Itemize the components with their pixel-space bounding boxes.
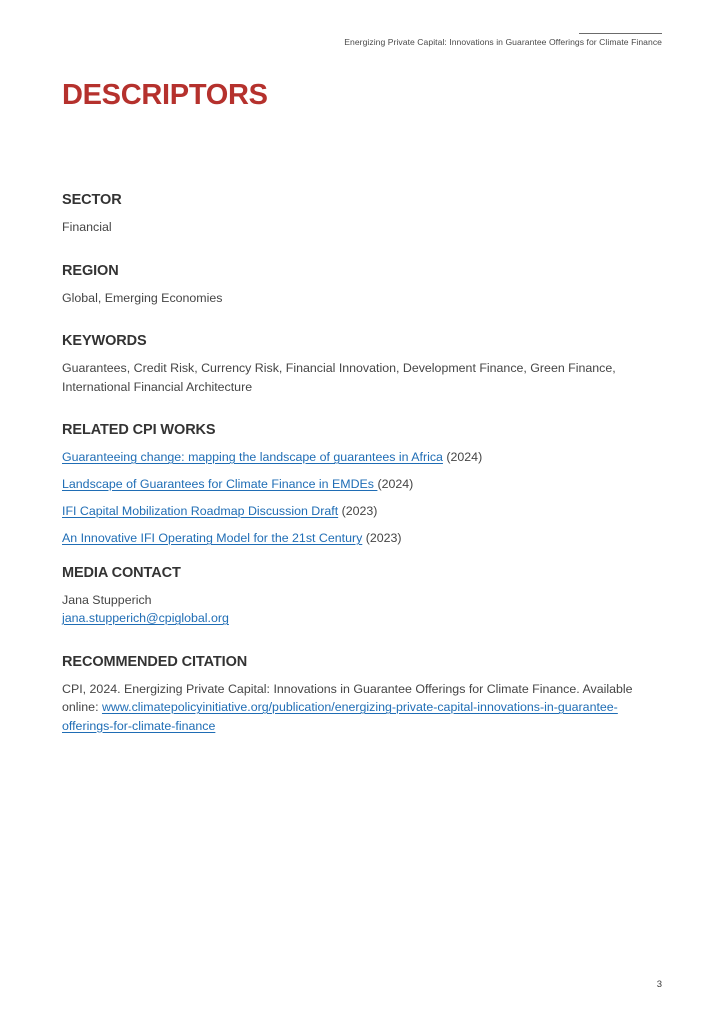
- related-work-link-africa[interactable]: Guaranteeing change: mapping the landscape of guarantees in Africa: [62, 450, 443, 464]
- related-work-link-operating-model[interactable]: An Innovative IFI Operating Model for the 21st Century: [62, 531, 363, 545]
- related-work-year: (2024): [377, 477, 414, 491]
- header-rule: [579, 33, 662, 34]
- sector-value: Financial: [62, 220, 112, 234]
- contact-email-link[interactable]: jana.stupperich@cpiglobal.org: [62, 611, 229, 625]
- related-work-link-emdes[interactable]: Landscape of Guarantees for Climate Finance in EMDEs: [62, 477, 378, 491]
- media-contact-body: [62, 591, 662, 628]
- running-header: Energizing Private Capital: Innovations in Guarantee Offerings for Climate Finance: [344, 37, 662, 47]
- keywords-value: Guarantees, Credit Risk, Currency Risk, Financial Innovation, Development Finance, Green Finance, International Financial Architecture: [62, 361, 616, 394]
- related-work-item: [62, 502, 662, 521]
- related-work-year: (2023): [338, 504, 378, 518]
- related-works-heading: RELATED CPI WORKS: [62, 422, 216, 438]
- keywords-heading: KEYWORDS: [62, 333, 147, 349]
- related-work-item: [62, 448, 662, 467]
- citation-heading: RECOMMENDED CITATION: [62, 653, 248, 670]
- sector-section: [62, 190, 662, 237]
- citation-section: [62, 652, 662, 736]
- citation-url-link[interactable]: www.climatepolicyinitiative.org/publication/energizing-private-capital-innovations-in-guarantee-offerings-for-climate-finance: [62, 700, 618, 733]
- citation-text: CPI, 2024. Energizing Private Capital: Innovations in Guarantee Offerings for Climate Finance. Available online:: [62, 681, 633, 714]
- related-work-item: [62, 475, 662, 494]
- sector-heading: SECTOR: [62, 192, 122, 208]
- contact-name: Jana Stupperich: [62, 592, 152, 607]
- region-value: Global, Emerging Economies: [62, 290, 223, 305]
- related-work-link-roadmap[interactable]: IFI Capital Mobilization Roadmap Discussion Draft: [62, 504, 339, 518]
- related-work-year: (2024): [442, 450, 483, 464]
- citation-body: [62, 680, 654, 736]
- related-work-item: [62, 529, 662, 548]
- related-works-list: [62, 448, 662, 548]
- related-works-section: [62, 420, 662, 548]
- page-number: 3: [656, 979, 662, 990]
- region-heading: REGION: [62, 262, 119, 279]
- media-contact-heading: MEDIA CONTACT: [62, 564, 181, 581]
- keywords-section: [62, 331, 662, 396]
- region-section: [62, 261, 662, 308]
- page-title: DESCRIPTORS: [62, 79, 268, 111]
- media-contact-section: [62, 563, 662, 628]
- related-work-year: (2023): [362, 531, 402, 545]
- descriptors-content: [62, 190, 662, 735]
